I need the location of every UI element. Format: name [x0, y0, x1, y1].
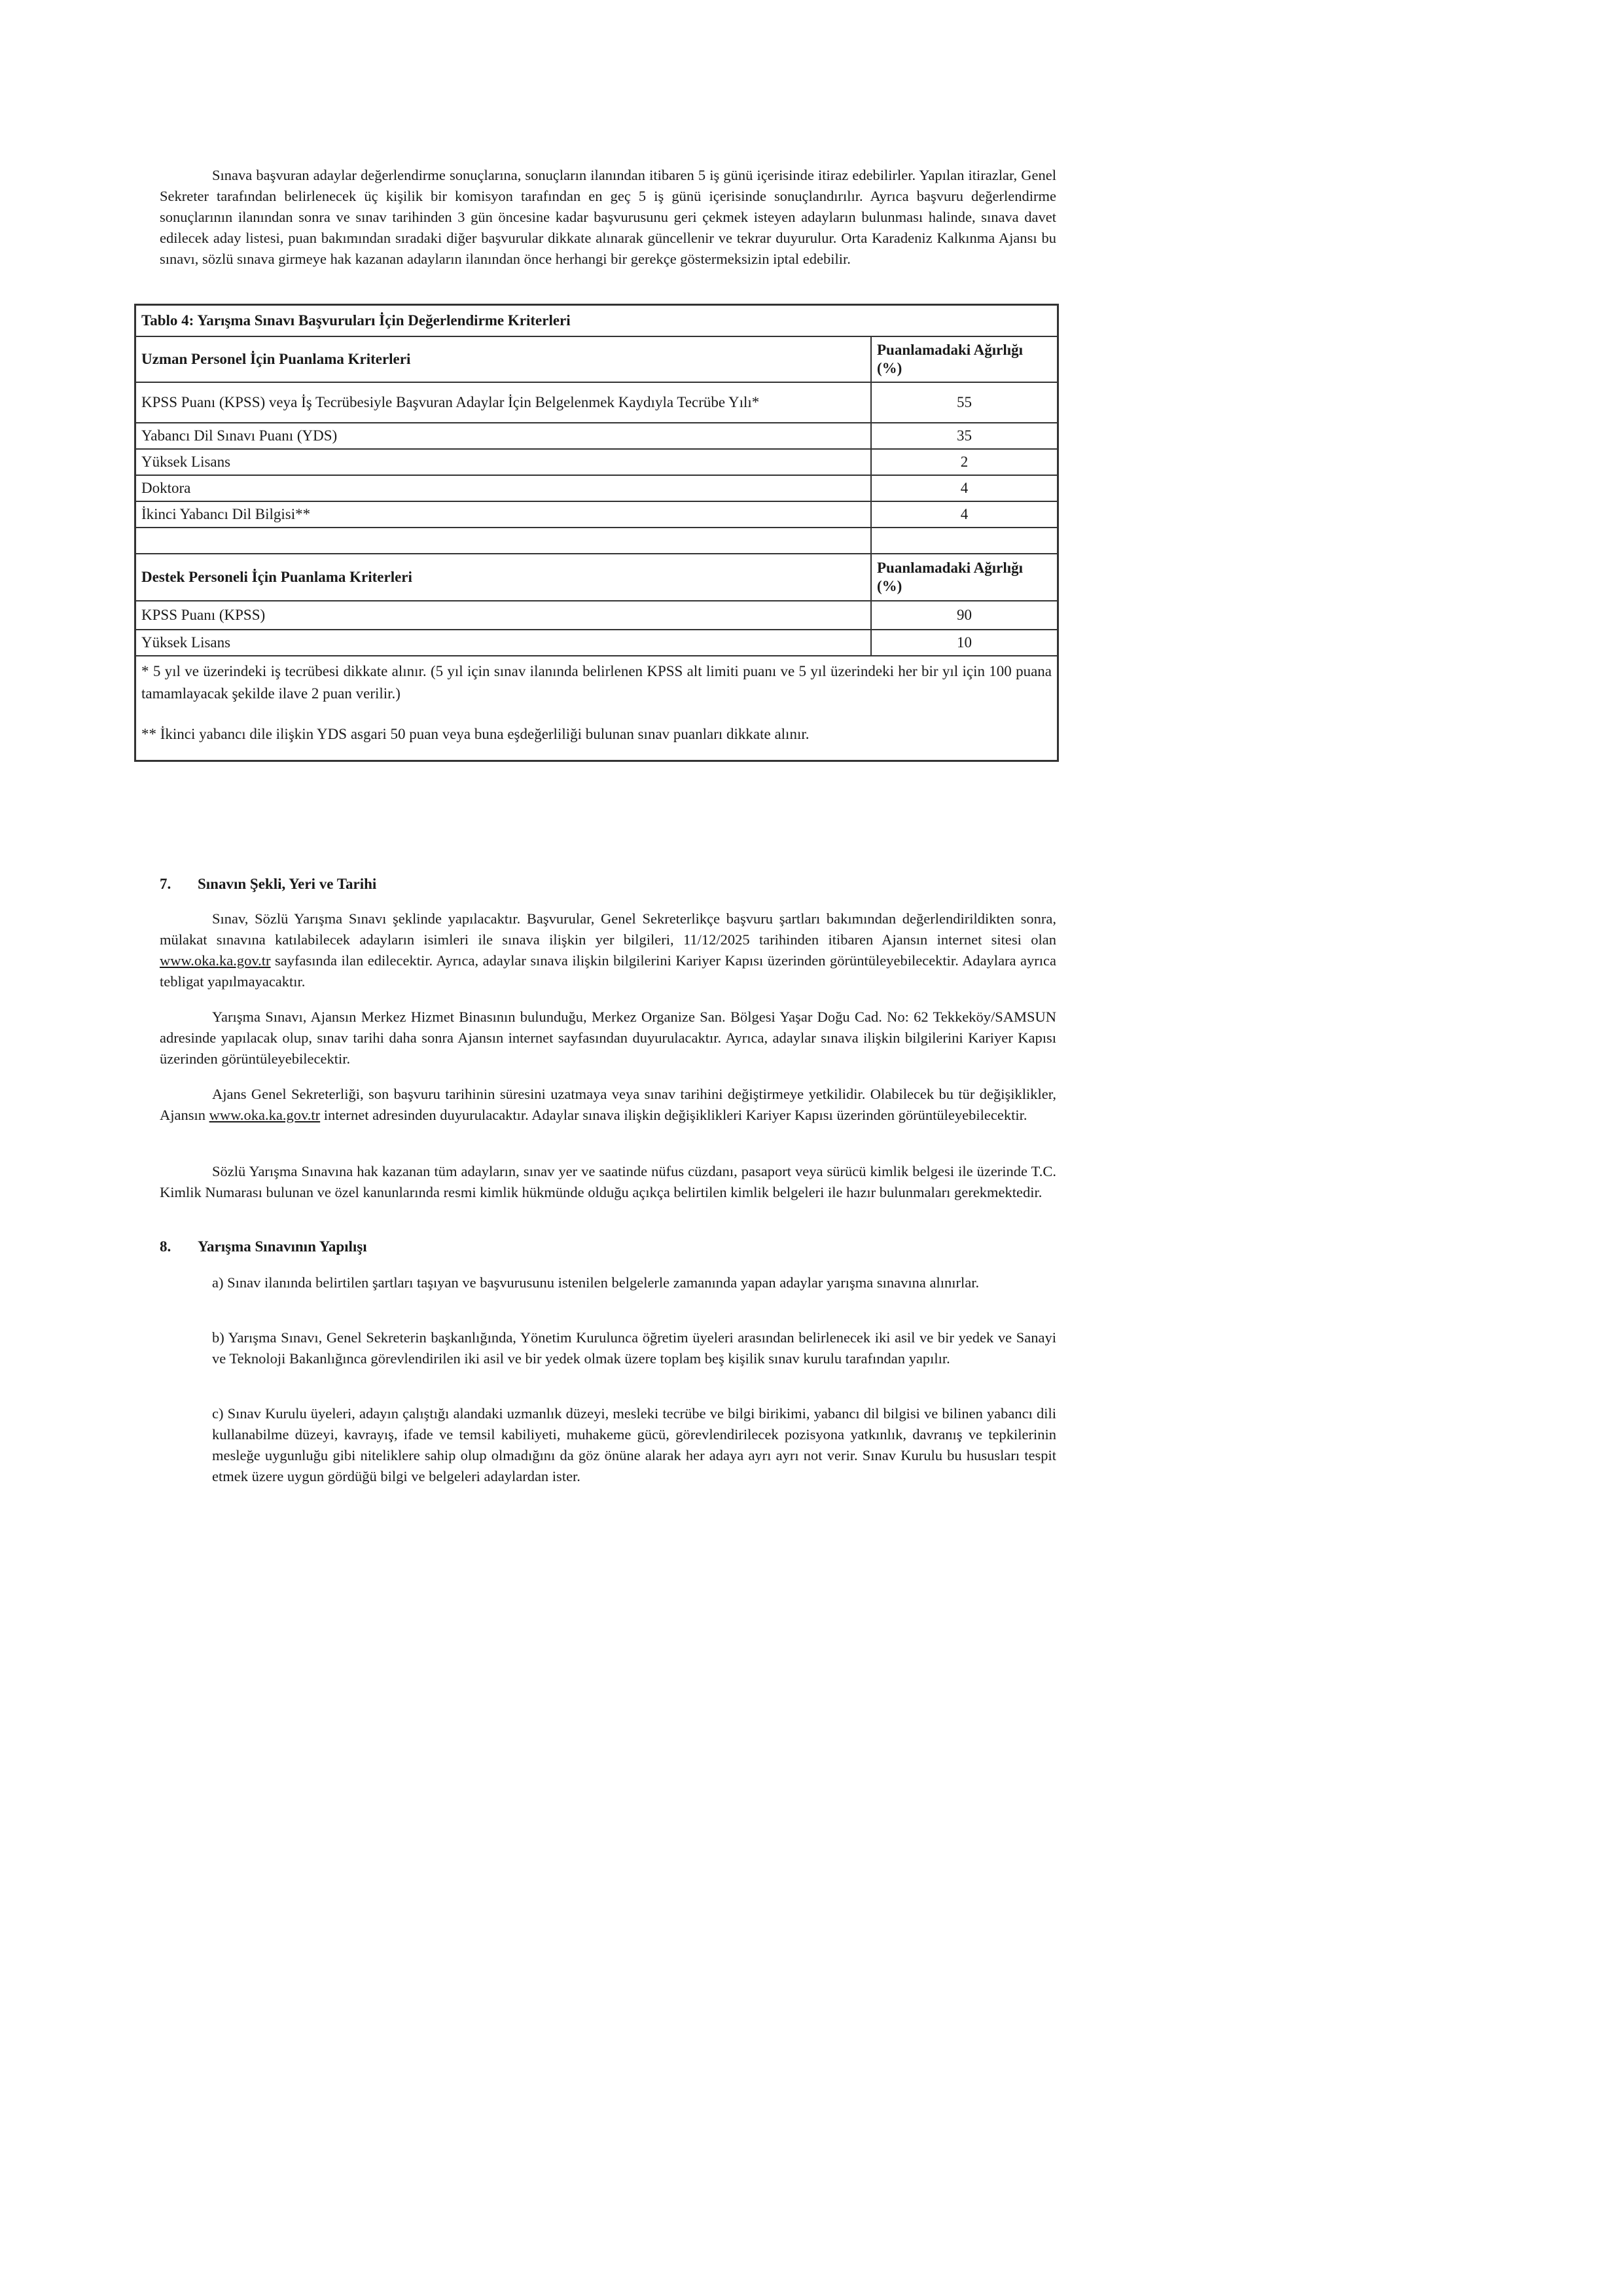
- criterion-value: 4: [871, 501, 1058, 528]
- footnote-1: * 5 yıl ve üzerindeki iş tecrübesi dikkate alınır. (5 yıl için sınav ilanında belirlenen KPSS alt limiti puanı ve 5 yıl üzerindeki her bir yıl için 100 puana tamamlayacak şekilde ilave 2 puan verilir.): [141, 662, 1052, 702]
- criterion-label: Yüksek Lisans: [135, 630, 872, 656]
- section-7-paragraph-4: Sözlü Yarışma Sınavına hak kazanan tüm adayların, sınav yer ve saatinde nüfus cüzdanı, pasaport veya sürücü kimlik belgesi ile üzerinde T.C. Kimlik Numarası bulunan ve özel kanunlarında resmi kimlik hükmünde olduğu açıkça belirtilen kimlik belgeleri ile hazır bulunmaları gerekmektedir.: [160, 1163, 1056, 1200]
- text-span: Ajans Genel Sekreterliği, son başvuru tarihinin süresini uzatmaya veya sınav tarihini değiştirmeye yetkilidir. Olabilecek bu tür değişiklikler, Ajansın: [160, 1086, 1056, 1123]
- table-row: [135, 630, 1058, 656]
- criterion-label: Yüksek Lisans: [135, 449, 872, 475]
- destek-header: Destek Personeli İçin Puanlama Kriterleri: [135, 554, 872, 601]
- table-row: [135, 601, 1058, 630]
- section-7-paragraph-2: Yarışma Sınavı, Ajansın Merkez Hizmet Binasının bulunduğu, Merkez Organize San. Bölgesi Yaşar Doğu Cad. No: 62 Tekkeköy/SAMSUN adresinde yapılacak olup, sınav tarihi daha sonra Ajansın internet sayfasından duyurulacaktır. Ayrıca, adaylar sınava ilişkin bilgilerini Kariyer Kapısı üzerinden görüntüleyebilecektir.: [160, 1009, 1056, 1067]
- section-8-heading: [160, 1238, 1056, 1255]
- evaluation-criteria-table: [134, 304, 1059, 762]
- section-7-paragraph-1: [160, 908, 1056, 992]
- text-span: Sınav, Sözlü Yarışma Sınavı şeklinde yapılacaktır. Başvurular, Genel Sekreterlikçe başvuru şartları bakımından değerlendirildikten sonra, mülakat sınavına katılabilecek adayların isimleri ile sınava ilişkin yer bilgileri, 11/12/2025 tarihinden itibaren Ajansın internet sitesi olan: [160, 910, 1056, 948]
- table-row: [135, 449, 1058, 475]
- section-8-item-a: a) Sınav ilanında belirtilen şartları taşıyan ve başvurusunu istenilen belgelerle zamanında yapan adaylar yarışma sınavına alınırlar.: [212, 1274, 980, 1291]
- section-7-paragraph-3: [160, 1084, 1056, 1126]
- section-8-item-c: c) Sınav Kurulu üyeleri, adayın çalıştığı alandaki uzmanlık düzeyi, mesleki tecrübe ve bilgi birikimi, yabancı dil bilgisi ve bilinen yabancı dili kullanabilme düzeyi, kavrayış, ifade ve temsil kabiliyeti, muhakeme gücü, görevlendirilecek pozisyona yatkınlık, davranış ve tepkilerinin mesleğe uygunluğu gibi niteliklere sahip olup olmadığını da göz önüne alarak her adaya ayrı ayrı not verir. Sınav Kurulu bu hususları tespit etmek üzere uygun gördüğü bilgi ve belgeleri adaylardan ister.: [212, 1405, 1056, 1484]
- destek-weight-header: Puanlamadaki Ağırlığı (%): [871, 554, 1058, 601]
- criterion-value: 90: [871, 601, 1058, 630]
- table-footnotes: [135, 656, 1058, 761]
- text-span: internet adresinden duyurulacaktır. Adaylar sınava ilişkin değişiklikleri Kariyer Kapısı üzerinden görüntüleyebilecektir.: [320, 1107, 1027, 1123]
- table-row: [135, 475, 1058, 501]
- website-link[interactable]: www.oka.ka.gov.tr: [160, 952, 271, 969]
- uzman-weight-header: Puanlamadaki Ağırlığı (%): [871, 336, 1058, 382]
- table-title: Tablo 4: Yarışma Sınavı Başvuruları İçin Değerlendirme Kriterleri: [135, 305, 1058, 336]
- table-row-empty: [135, 528, 1058, 554]
- table-row: [135, 423, 1058, 449]
- section-7-title: Sınavın Şekli, Yeri ve Tarihi: [198, 876, 377, 892]
- section-7-number: 7.: [160, 876, 171, 892]
- criterion-value: 10: [871, 630, 1058, 656]
- intro-paragraph: Sınava başvuran adaylar değerlendirme sonuçlarına, sonuçların ilanından itibaren 5 iş günü içerisinde itiraz edebilirler. Yapılan itirazlar, Genel Sekreter tarafından belirlenecek üç kişilik bir komisyon tarafından en geç 5 iş günü içerisinde sonuçlandırılır. Ayrıca başvuru değerlendirme sonuçlarının ilanından sonra ve sınav tarihinden 3 gün öncesine kadar başvurusunu geri çekmek isteyen adayların bulunması halinde, sınava davet edilecek aday listesi, puan bakımından sıradaki diğer başvurular dikkate alınarak güncellenir ve tekrar duyurulur. Orta Karadeniz Kalkınma Ajansı bu sınavı, sözlü sınava girmeye hak kazanan adayların ilanından önce herhangi bir gerekçe göstermeksizin iptal edebilir.: [160, 167, 1056, 267]
- section-8-item-b: b) Yarışma Sınavı, Genel Sekreterin başkanlığında, Yönetim Kurulunca öğretim üyeleri arasından belirlenecek iki asil ve bir yedek ve Sanayi ve Teknoloji Bakanlığınca görevlendirilen iki asil ve bir yedek olmak üzere toplam beş kişilik sınav kurulu tarafından yapılır.: [212, 1329, 1056, 1367]
- empty-cell: [135, 528, 872, 554]
- website-link[interactable]: www.oka.ka.gov.tr: [209, 1107, 321, 1123]
- criterion-value: 35: [871, 423, 1058, 449]
- criterion-label: KPSS Puanı (KPSS) veya İş Tecrübesiyle Başvuran Adaylar İçin Belgelenmek Kaydıyla Tecrübe Yılı*: [135, 382, 872, 423]
- uzman-header: Uzman Personel İçin Puanlama Kriterleri: [135, 336, 872, 382]
- table-row: [135, 501, 1058, 528]
- criterion-label: Yabancı Dil Sınavı Puanı (YDS): [135, 423, 872, 449]
- section-8-number: 8.: [160, 1238, 171, 1255]
- criterion-value: 4: [871, 475, 1058, 501]
- section-8-title: Yarışma Sınavının Yapılışı: [198, 1238, 367, 1255]
- criterion-label: KPSS Puanı (KPSS): [135, 601, 872, 630]
- section-7-heading: [160, 876, 1056, 893]
- criterion-label: İkinci Yabancı Dil Bilgisi**: [135, 501, 872, 528]
- criterion-value: 55: [871, 382, 1058, 423]
- text-span: sayfasında ilan edilecektir. Ayrıca, adaylar sınava ilişkin bilgilerini Kariyer Kapısı üzerinden görüntüleyebilecektir. Adaylara ayrıca tebligat yapılmayacaktır.: [160, 952, 1056, 990]
- table-row: [135, 382, 1058, 423]
- footnote-2: ** İkinci yabancı dile ilişkin YDS asgari 50 puan veya buna eşdeğerliliği bulunan sınav puanları dikkate alınır.: [141, 725, 810, 742]
- criterion-value: 2: [871, 449, 1058, 475]
- criterion-label: Doktora: [135, 475, 872, 501]
- empty-cell: [871, 528, 1058, 554]
